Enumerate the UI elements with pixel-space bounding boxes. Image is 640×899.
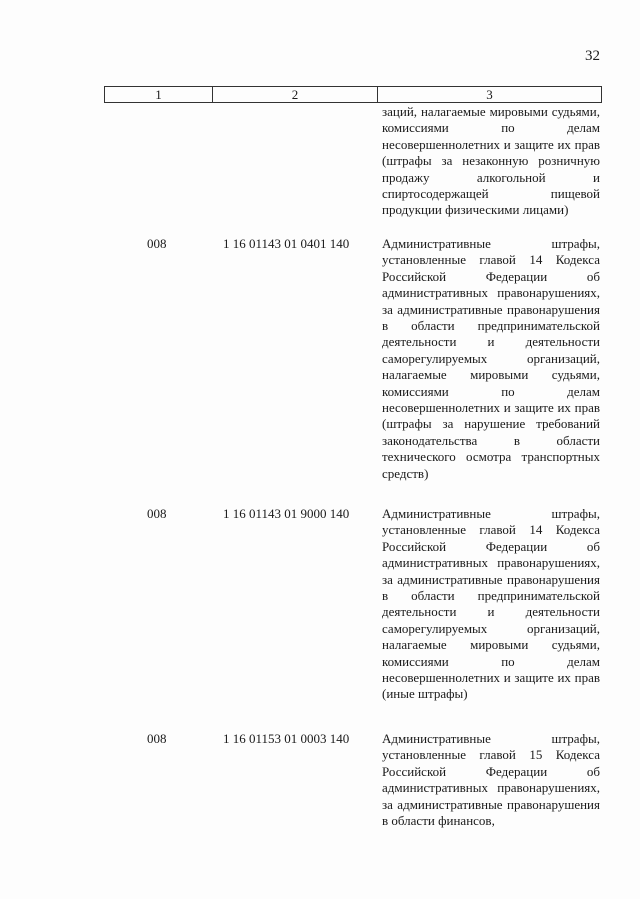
kbk-code: 1 16 01153 01 0003 140 (223, 731, 350, 746)
kbk-code: 1 16 01143 01 0401 140 (223, 236, 350, 251)
column-header-1: 1 (105, 87, 213, 103)
admin-code: 008 (147, 506, 167, 521)
column-header-row (105, 87, 602, 103)
row-description: Административные штрафы, установленные главой 14 Кодекса Российской Федерации об административных правонарушениях, за административные правонарушения в области предпринимательской деятельности и деятельности саморегулируемых организаций, налагаемые мировыми судьями, комиссиями по делам несовершеннолетних и защите их прав (штрафы за нарушение требований законодательства в области технического осмотра транспортных средств) (382, 236, 600, 481)
column-header-table (104, 86, 602, 103)
admin-code: 008 (147, 236, 167, 251)
column-header-3: 3 (378, 87, 602, 103)
admin-code: 008 (147, 731, 167, 746)
column-header-2: 2 (213, 87, 378, 103)
page-number: 32 (585, 48, 600, 64)
continuation-description: заций, налагаемые мировыми судьями, комиссиями по делам несовершеннолетних и защите их прав (штрафы за незаконную розничную продажу алкогольной и спиртосодержащей пищевой продукции физическими лицами) (382, 104, 600, 218)
row-description: Административные штрафы, установленные главой 14 Кодекса Российской Федерации об административных правонарушениях, за административные правонарушения в области предпринимательской деятельности и деятельности саморегулируемых организаций, налагаемые мировыми судьями, комиссиями по делам несовершеннолетних и защите их прав (иные штрафы) (382, 506, 600, 702)
row-description: Административные штрафы, установленные главой 15 Кодекса Российской Федерации об административных правонарушениях, за административные правонарушения в области финансов, (382, 731, 600, 829)
kbk-code: 1 16 01143 01 9000 140 (223, 506, 350, 521)
